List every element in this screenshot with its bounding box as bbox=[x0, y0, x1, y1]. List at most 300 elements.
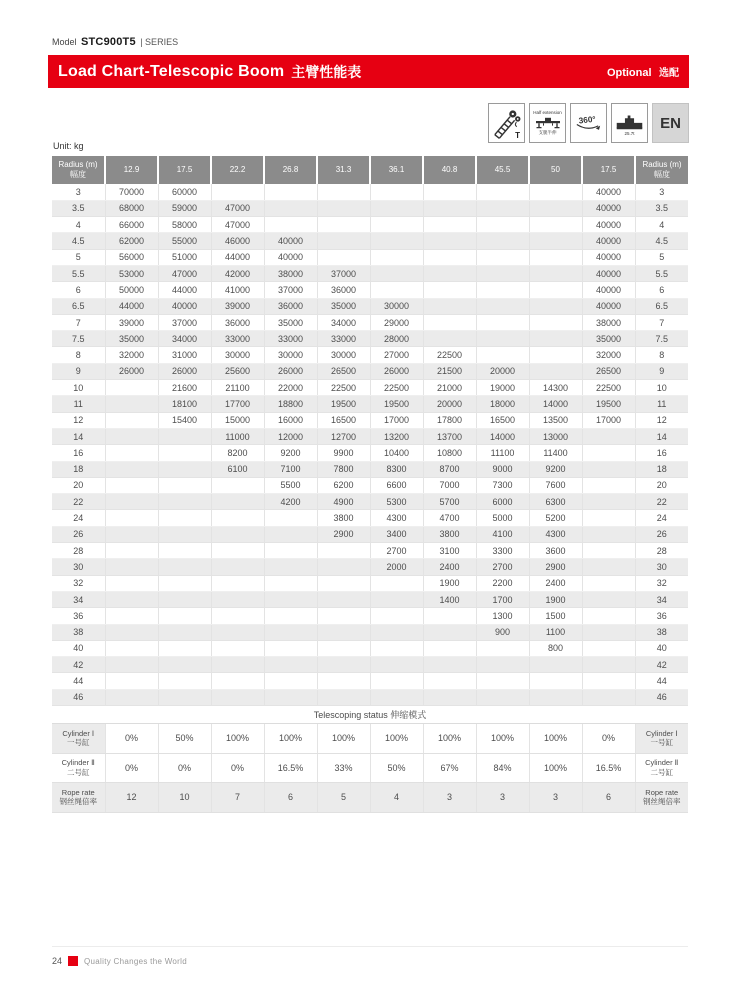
radius-cell: 34 bbox=[635, 591, 688, 607]
load-cell bbox=[476, 331, 529, 347]
language-code: EN bbox=[660, 114, 681, 132]
load-cell: 36000 bbox=[211, 314, 264, 330]
load-row bbox=[52, 412, 688, 428]
load-row bbox=[52, 428, 688, 444]
load-cell: 59000 bbox=[158, 200, 211, 216]
load-cell: 2900 bbox=[317, 526, 370, 542]
radius-cell: 44 bbox=[52, 673, 105, 689]
load-cell: 35000 bbox=[582, 331, 635, 347]
load-cell: 6300 bbox=[529, 494, 582, 510]
status-value-cell: 100% bbox=[529, 753, 582, 783]
load-cell bbox=[476, 282, 529, 298]
load-cell bbox=[158, 428, 211, 444]
load-cell bbox=[105, 445, 158, 461]
load-cell: 35000 bbox=[264, 314, 317, 330]
status-label-cell: Cylinder Ⅱ 二号缸 bbox=[52, 753, 105, 783]
load-cell: 46000 bbox=[211, 233, 264, 249]
load-cell: 47000 bbox=[211, 217, 264, 233]
radius-cell: 4 bbox=[635, 217, 688, 233]
load-cell bbox=[158, 543, 211, 559]
load-cell: 28000 bbox=[370, 331, 423, 347]
section-title-zh: 主臂性能表 bbox=[291, 63, 362, 80]
load-cell bbox=[158, 477, 211, 493]
status-value-cell: 84% bbox=[476, 753, 529, 783]
load-cell: 2700 bbox=[476, 559, 529, 575]
load-cell bbox=[529, 217, 582, 233]
load-cell bbox=[264, 200, 317, 216]
radius-cell: 30 bbox=[52, 559, 105, 575]
load-cell bbox=[317, 640, 370, 656]
load-cell: 38000 bbox=[582, 314, 635, 330]
radius-header-en: Radius (m) bbox=[642, 160, 682, 169]
load-cell bbox=[264, 673, 317, 689]
model-prefix: Model bbox=[52, 37, 77, 47]
cylinder1-row bbox=[52, 724, 688, 754]
load-cell: 40000 bbox=[582, 249, 635, 265]
load-row bbox=[52, 265, 688, 281]
status-value-cell: 16.5% bbox=[582, 753, 635, 783]
radius-cell: 14 bbox=[635, 428, 688, 444]
load-cell bbox=[264, 510, 317, 526]
load-cell bbox=[211, 559, 264, 575]
telescoping-status-label: Telescoping status 伸缩模式 bbox=[52, 706, 688, 724]
load-cell bbox=[211, 673, 264, 689]
optional-tag-en: Optional bbox=[606, 66, 652, 79]
unit-label: Unit: kg bbox=[53, 141, 84, 151]
load-cell: 53000 bbox=[105, 265, 158, 281]
rotation-360-icon bbox=[572, 112, 605, 134]
radius-cell: 42 bbox=[635, 657, 688, 673]
load-cell: 4200 bbox=[264, 494, 317, 510]
load-cell: 44000 bbox=[211, 249, 264, 265]
counterweight-icon bbox=[614, 110, 645, 132]
radius-cell: 5.5 bbox=[52, 265, 105, 281]
load-cell: 2400 bbox=[529, 575, 582, 591]
load-cell: 20000 bbox=[423, 396, 476, 412]
load-cell bbox=[211, 657, 264, 673]
load-cell: 13500 bbox=[529, 412, 582, 428]
status-value-cell: 100% bbox=[211, 724, 264, 754]
load-cell bbox=[476, 200, 529, 216]
load-cell bbox=[582, 510, 635, 526]
radius-cell: 11 bbox=[635, 396, 688, 412]
load-cell: 26000 bbox=[370, 363, 423, 379]
load-cell bbox=[105, 689, 158, 705]
load-cell: 62000 bbox=[105, 233, 158, 249]
radius-cell: 32 bbox=[635, 575, 688, 591]
load-row bbox=[52, 249, 688, 265]
status-value-cell: 0% bbox=[158, 753, 211, 783]
load-cell: 41000 bbox=[211, 282, 264, 298]
load-cell bbox=[317, 184, 370, 200]
status-value-cell: 16.5% bbox=[264, 753, 317, 783]
brand-slogan: Quality Changes the World bbox=[84, 956, 187, 966]
radius-cell: 36 bbox=[635, 608, 688, 624]
radius-cell: 44 bbox=[635, 673, 688, 689]
load-cell bbox=[423, 233, 476, 249]
cylinder2-row bbox=[52, 753, 688, 783]
condition-badges bbox=[488, 103, 689, 143]
load-row bbox=[52, 575, 688, 591]
load-cell bbox=[370, 575, 423, 591]
load-cell: 36000 bbox=[264, 298, 317, 314]
status-label-cell: Cylinder Ⅰ 一号缸 bbox=[635, 724, 688, 754]
load-cell: 5000 bbox=[476, 510, 529, 526]
load-cell bbox=[317, 543, 370, 559]
load-cell: 68000 bbox=[105, 200, 158, 216]
load-cell: 40000 bbox=[582, 282, 635, 298]
load-row bbox=[52, 282, 688, 298]
load-row bbox=[52, 200, 688, 216]
load-cell: 55000 bbox=[158, 233, 211, 249]
load-row bbox=[52, 380, 688, 396]
radius-cell: 16 bbox=[635, 445, 688, 461]
load-cell bbox=[476, 347, 529, 363]
radius-cell: 36 bbox=[52, 608, 105, 624]
load-cell bbox=[476, 314, 529, 330]
radius-cell: 40 bbox=[635, 640, 688, 656]
model-name: STC900T5 bbox=[80, 36, 136, 48]
load-cell bbox=[370, 249, 423, 265]
load-cell bbox=[423, 624, 476, 640]
load-cell: 20000 bbox=[476, 363, 529, 379]
load-cell bbox=[105, 428, 158, 444]
load-cell: 14000 bbox=[529, 396, 582, 412]
load-cell bbox=[370, 233, 423, 249]
load-cell: 4100 bbox=[476, 526, 529, 542]
load-cell: 18100 bbox=[158, 396, 211, 412]
half-extension-label-zh: 支腿半伸 bbox=[538, 129, 557, 135]
load-cell bbox=[105, 526, 158, 542]
load-cell: 44000 bbox=[105, 298, 158, 314]
load-cell: 4300 bbox=[529, 526, 582, 542]
load-cell bbox=[264, 217, 317, 233]
load-cell bbox=[317, 200, 370, 216]
radius-cell: 22 bbox=[52, 494, 105, 510]
load-cell: 17700 bbox=[211, 396, 264, 412]
boom-length-header: 26.8 bbox=[264, 156, 317, 184]
load-cell: 40000 bbox=[582, 265, 635, 281]
load-cell bbox=[264, 526, 317, 542]
load-cell bbox=[529, 249, 582, 265]
radius-cell: 4.5 bbox=[52, 233, 105, 249]
status-label-cell: Rope rate 钢丝绳倍率 bbox=[635, 783, 688, 813]
load-cell bbox=[105, 591, 158, 607]
load-cell bbox=[370, 200, 423, 216]
load-cell bbox=[317, 559, 370, 575]
load-cell: 8200 bbox=[211, 445, 264, 461]
page-footer bbox=[52, 956, 187, 966]
telescoping-status-row bbox=[52, 706, 688, 724]
load-cell: 29000 bbox=[370, 314, 423, 330]
radius-cell: 40 bbox=[52, 640, 105, 656]
radius-cell: 10 bbox=[52, 380, 105, 396]
load-cell: 6000 bbox=[476, 494, 529, 510]
load-cell bbox=[105, 494, 158, 510]
status-label-cell: Rope rate 钢丝绳倍率 bbox=[52, 783, 105, 813]
radius-cell: 12 bbox=[52, 412, 105, 428]
radius-cell: 4.5 bbox=[635, 233, 688, 249]
radius-cell: 10 bbox=[635, 380, 688, 396]
load-cell: 70000 bbox=[105, 184, 158, 200]
load-cell: 32000 bbox=[105, 347, 158, 363]
boom-config-letter: T bbox=[515, 131, 520, 140]
radius-cell: 5 bbox=[635, 249, 688, 265]
load-cell: 9200 bbox=[529, 461, 582, 477]
load-cell: 900 bbox=[476, 624, 529, 640]
load-cell: 3300 bbox=[476, 543, 529, 559]
load-cell: 18800 bbox=[264, 396, 317, 412]
load-cell: 40000 bbox=[582, 184, 635, 200]
load-cell: 40000 bbox=[582, 200, 635, 216]
load-row bbox=[52, 347, 688, 363]
radius-cell: 30 bbox=[635, 559, 688, 575]
status-value-cell: 3 bbox=[476, 783, 529, 813]
load-cell: 5200 bbox=[529, 510, 582, 526]
load-cell: 11400 bbox=[529, 445, 582, 461]
load-cell bbox=[423, 657, 476, 673]
load-cell bbox=[158, 445, 211, 461]
radius-header-left bbox=[52, 156, 105, 184]
load-cell: 7600 bbox=[529, 477, 582, 493]
load-chart-table bbox=[52, 156, 688, 813]
load-cell: 47000 bbox=[211, 200, 264, 216]
load-cell: 11000 bbox=[211, 428, 264, 444]
load-row bbox=[52, 591, 688, 607]
load-cell: 11100 bbox=[476, 445, 529, 461]
load-cell bbox=[105, 608, 158, 624]
radius-cell: 9 bbox=[635, 363, 688, 379]
load-cell bbox=[105, 477, 158, 493]
load-cell: 3600 bbox=[529, 543, 582, 559]
radius-cell: 14 bbox=[52, 428, 105, 444]
load-cell bbox=[582, 608, 635, 624]
load-row bbox=[52, 363, 688, 379]
load-cell bbox=[158, 673, 211, 689]
load-cell: 26500 bbox=[317, 363, 370, 379]
status-value-cell: 100% bbox=[264, 724, 317, 754]
load-cell bbox=[211, 575, 264, 591]
radius-cell: 3.5 bbox=[635, 200, 688, 216]
load-row bbox=[52, 217, 688, 233]
table-header-row bbox=[52, 156, 688, 184]
load-cell bbox=[105, 559, 158, 575]
load-cell bbox=[317, 591, 370, 607]
load-row bbox=[52, 184, 688, 200]
load-cell bbox=[476, 265, 529, 281]
status-value-cell: 100% bbox=[370, 724, 423, 754]
boom-length-header: 22.2 bbox=[211, 156, 264, 184]
load-cell bbox=[582, 575, 635, 591]
boom-length-header: 17.5 bbox=[158, 156, 211, 184]
load-cell: 37000 bbox=[264, 282, 317, 298]
load-cell: 5700 bbox=[423, 494, 476, 510]
load-cell: 1400 bbox=[423, 591, 476, 607]
status-value-cell: 100% bbox=[529, 724, 582, 754]
status-label-cell: Cylinder Ⅰ 一号缸 bbox=[52, 724, 105, 754]
status-table-body bbox=[52, 724, 688, 813]
load-cell bbox=[529, 363, 582, 379]
load-cell bbox=[105, 396, 158, 412]
load-cell: 22500 bbox=[317, 380, 370, 396]
load-cell bbox=[317, 673, 370, 689]
boom-length-header: 50 bbox=[529, 156, 582, 184]
half-extension-label-en: Half extension bbox=[533, 109, 562, 115]
load-cell bbox=[158, 461, 211, 477]
load-row bbox=[52, 314, 688, 330]
load-cell bbox=[158, 510, 211, 526]
load-cell: 26000 bbox=[158, 363, 211, 379]
load-cell: 3800 bbox=[317, 510, 370, 526]
load-cell bbox=[105, 412, 158, 428]
load-cell bbox=[317, 657, 370, 673]
load-cell: 3800 bbox=[423, 526, 476, 542]
load-cell bbox=[211, 510, 264, 526]
load-cell: 4700 bbox=[423, 510, 476, 526]
load-cell bbox=[423, 314, 476, 330]
load-cell bbox=[423, 331, 476, 347]
boom-length-header: 17.5 bbox=[582, 156, 635, 184]
half-extension-badge bbox=[529, 103, 566, 143]
radius-cell: 7.5 bbox=[52, 331, 105, 347]
load-cell bbox=[105, 624, 158, 640]
load-cell: 6200 bbox=[317, 477, 370, 493]
load-cell bbox=[476, 249, 529, 265]
boom-length-header: 40.8 bbox=[423, 156, 476, 184]
load-row bbox=[52, 640, 688, 656]
load-row bbox=[52, 477, 688, 493]
load-cell: 26000 bbox=[105, 363, 158, 379]
load-cell bbox=[582, 461, 635, 477]
load-cell bbox=[158, 494, 211, 510]
load-cell bbox=[105, 510, 158, 526]
status-value-cell: 0% bbox=[211, 753, 264, 783]
load-cell bbox=[423, 265, 476, 281]
load-cell: 9900 bbox=[317, 445, 370, 461]
load-cell: 16500 bbox=[476, 412, 529, 428]
load-cell bbox=[317, 575, 370, 591]
load-cell: 30000 bbox=[211, 347, 264, 363]
load-cell: 40000 bbox=[158, 298, 211, 314]
status-value-cell: 67% bbox=[423, 753, 476, 783]
load-cell bbox=[317, 217, 370, 233]
svg-text:360°: 360° bbox=[578, 114, 597, 126]
load-cell bbox=[317, 249, 370, 265]
load-cell: 7000 bbox=[423, 477, 476, 493]
status-value-cell: 7 bbox=[211, 783, 264, 813]
load-cell bbox=[582, 494, 635, 510]
load-cell bbox=[476, 184, 529, 200]
load-cell bbox=[317, 624, 370, 640]
radius-cell: 5 bbox=[52, 249, 105, 265]
boom-config-badge bbox=[488, 103, 525, 143]
load-cell bbox=[423, 249, 476, 265]
load-cell bbox=[158, 608, 211, 624]
radius-cell: 11 bbox=[52, 396, 105, 412]
footer-rule bbox=[52, 946, 688, 947]
load-cell bbox=[529, 331, 582, 347]
radius-cell: 32 bbox=[52, 575, 105, 591]
load-cell: 1900 bbox=[529, 591, 582, 607]
load-cell bbox=[582, 689, 635, 705]
load-cell bbox=[317, 608, 370, 624]
radius-cell: 7.5 bbox=[635, 331, 688, 347]
load-row bbox=[52, 689, 688, 705]
radius-cell: 28 bbox=[635, 543, 688, 559]
load-cell: 66000 bbox=[105, 217, 158, 233]
load-cell bbox=[105, 461, 158, 477]
load-cell: 40000 bbox=[582, 217, 635, 233]
radius-cell: 9 bbox=[52, 363, 105, 379]
load-cell bbox=[529, 265, 582, 281]
load-cell bbox=[529, 347, 582, 363]
load-cell: 1100 bbox=[529, 624, 582, 640]
load-cell: 51000 bbox=[158, 249, 211, 265]
load-cell: 22500 bbox=[582, 380, 635, 396]
radius-cell: 42 bbox=[52, 657, 105, 673]
load-cell bbox=[105, 380, 158, 396]
load-cell: 33000 bbox=[317, 331, 370, 347]
load-cell: 38000 bbox=[264, 265, 317, 281]
optional-tag-zh: 选配 bbox=[659, 67, 679, 79]
radius-cell: 20 bbox=[635, 477, 688, 493]
load-cell: 9200 bbox=[264, 445, 317, 461]
load-cell bbox=[158, 640, 211, 656]
load-cell: 22500 bbox=[423, 347, 476, 363]
status-value-cell: 50% bbox=[158, 724, 211, 754]
radius-cell: 46 bbox=[52, 689, 105, 705]
load-cell: 12000 bbox=[264, 428, 317, 444]
load-row bbox=[52, 526, 688, 542]
load-cell bbox=[476, 657, 529, 673]
load-cell: 19500 bbox=[370, 396, 423, 412]
load-cell: 26000 bbox=[264, 363, 317, 379]
load-cell bbox=[423, 608, 476, 624]
load-cell: 34000 bbox=[158, 331, 211, 347]
status-value-cell: 5 bbox=[317, 783, 370, 813]
load-cell bbox=[264, 657, 317, 673]
load-row bbox=[52, 396, 688, 412]
radius-cell: 28 bbox=[52, 543, 105, 559]
boom-length-header: 45.5 bbox=[476, 156, 529, 184]
load-cell bbox=[264, 559, 317, 575]
load-cell: 15400 bbox=[158, 412, 211, 428]
load-cell: 21100 bbox=[211, 380, 264, 396]
load-cell bbox=[423, 640, 476, 656]
load-cell bbox=[211, 494, 264, 510]
load-cell bbox=[582, 624, 635, 640]
load-cell: 39000 bbox=[211, 298, 264, 314]
load-row bbox=[52, 445, 688, 461]
load-cell bbox=[211, 689, 264, 705]
load-cell: 14300 bbox=[529, 380, 582, 396]
load-cell: 32000 bbox=[582, 347, 635, 363]
radius-cell: 26 bbox=[635, 526, 688, 542]
load-row bbox=[52, 624, 688, 640]
load-cell: 37000 bbox=[317, 265, 370, 281]
load-cell: 13700 bbox=[423, 428, 476, 444]
load-cell bbox=[264, 591, 317, 607]
status-value-cell: 4 bbox=[370, 783, 423, 813]
load-cell bbox=[264, 640, 317, 656]
load-cell bbox=[582, 591, 635, 607]
load-row bbox=[52, 510, 688, 526]
load-cell bbox=[211, 608, 264, 624]
load-cell: 58000 bbox=[158, 217, 211, 233]
load-cell: 17000 bbox=[370, 412, 423, 428]
rotation-badge bbox=[570, 103, 607, 143]
load-cell: 800 bbox=[529, 640, 582, 656]
